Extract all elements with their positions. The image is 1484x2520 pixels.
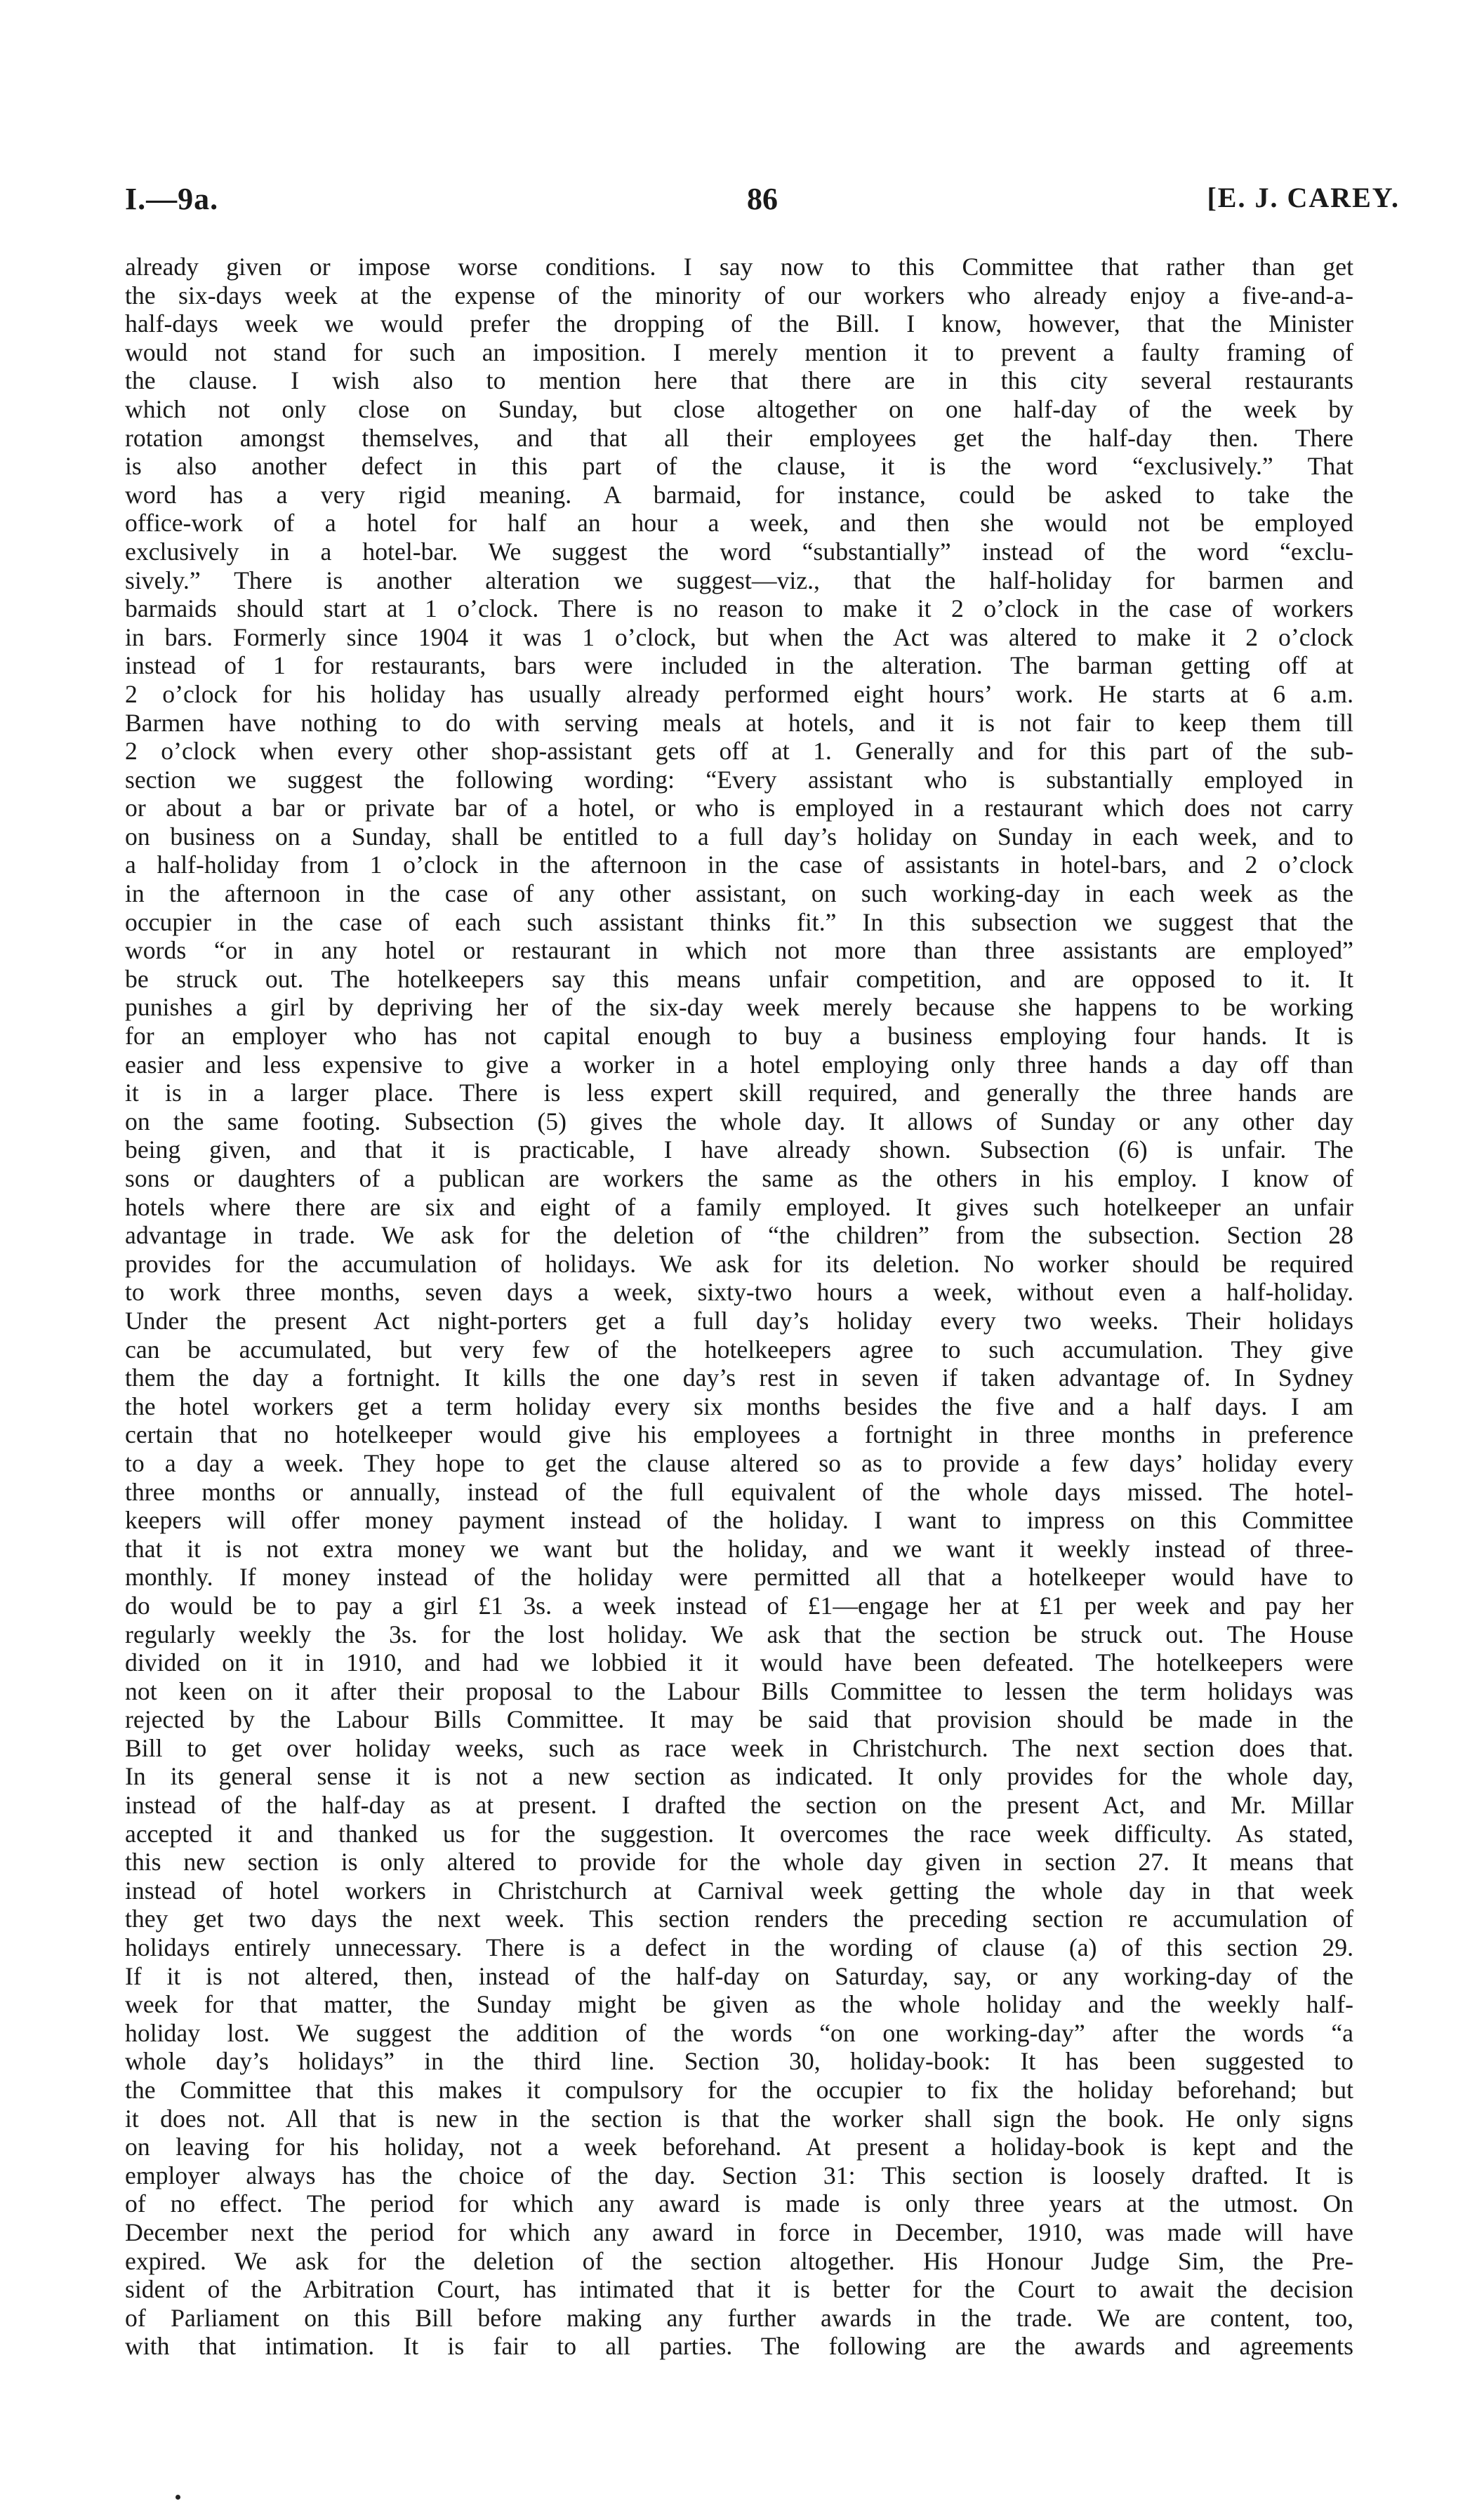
text-line: sons or daughters of a publican are workers the same as the others in his employ. I know of (125, 1164, 1353, 1192)
text-line: on business on a Sunday, shall be entitled to a full day’s holiday on Sunday in each week, and to (125, 822, 1353, 851)
text-line: words “or in any hotel or restaurant in which not more than three assistants are employed” (125, 936, 1353, 965)
text-line: 2 o’clock when every other shop-assistant gets off at 1. Generally and for this part of the sub- (125, 737, 1353, 766)
text-line: on leaving for his holiday, not a week beforehand. At present a holiday-book is kept and the (125, 2133, 1353, 2161)
body-paragraph (125, 253, 1353, 2361)
text-line: exclusively in a hotel-bar. We suggest the word “substantially” instead of the word “exclu- (125, 537, 1353, 566)
text-line: rejected by the Labour Bills Committee. It may be said that provision should be made in the (125, 1705, 1353, 1734)
text-line: can be accumulated, but very few of the hotelkeepers agree to such accumulation. They give (125, 1335, 1353, 1364)
text-line: advantage in trade. We ask for the deletion of “the children” from the subsection. Section 28 (125, 1221, 1353, 1250)
text-line: regularly weekly the 3s. for the lost holiday. We ask that the section be struck out. The House (125, 1620, 1353, 1648)
text-line: the clause. I wish also to mention here that there are in this city several restaurants (125, 366, 1353, 395)
text-line: monthly. If money instead of the holiday were permitted all that a hotelkeeper would have to (125, 1563, 1353, 1592)
text-line: instead of 1 for restaurants, bars were included in the alteration. The barman getting off at (125, 651, 1353, 680)
text-line: punishes a girl by depriving her of the six-day week merely because she happens to be working (125, 993, 1353, 1022)
text-line: in bars. Formerly since 1904 it was 1 o’clock, but when the Act was altered to make it 2 o’clock (125, 622, 1353, 651)
text-line: this new section is only altered to provide for the whole day given in section 27. It means that (125, 1848, 1353, 1876)
page-number: 86 (747, 182, 778, 216)
text-line: In its general sense it is not a new section as indicated. It only provides for the whole day, (125, 1762, 1353, 1791)
text-line: or about a bar or private bar of a hotel, or who is employed in a restaurant which does not carry (125, 794, 1353, 822)
text-line: on the same footing. Subsection (5) gives the whole day. It allows of Sunday or any other day (125, 1107, 1353, 1135)
text-line: occupier in the case of each such assistant thinks fit.” In this subsection we suggest that the (125, 907, 1353, 936)
text-line: half-days week we would prefer the dropping of the Bill. I know, however, that the Minister (125, 309, 1353, 338)
page-header (125, 181, 1400, 223)
text-line: December next the period for which any award in force in December, 1910, was made will have (125, 2218, 1353, 2246)
text-line: 2 o’clock for his holiday has usually already performed eight hours’ work. He starts at 6 a.m. (125, 679, 1353, 708)
text-line: easier and less expensive to give a worker in a hotel employing only three hands a day off than (125, 1050, 1353, 1079)
text-line: being given, and that it is practicable, I have already shown. Subsection (6) is unfair. The (125, 1135, 1353, 1164)
text-line: with that intimation. It is fair to all parties. The following are the awards and agreements (125, 2332, 1353, 2361)
text-line: the hotel workers get a term holiday every six months besides the five and a half days. I am (125, 1392, 1353, 1420)
text-line: Barmen have nothing to do with serving meals at hotels, and it is not fair to keep them till (125, 708, 1353, 737)
text-line: Bill to get over holiday weeks, such as race week in Christchurch. The next section does that. (125, 1733, 1353, 1762)
text-line: sident of the Arbitration Court, has intimated that it is better for the Court to await the decision (125, 2275, 1353, 2304)
text-line: the six-days week at the expense of the minority of our workers who already enjoy a five-and-a- (125, 281, 1353, 309)
text-line: divided on it in 1910, and had we lobbied it it would have been defeated. The hotelkeepers were (125, 1648, 1353, 1677)
text-line: that it is not extra money we want but the holiday, and we want it weekly instead of three- (125, 1534, 1353, 1563)
text-line: employer always has the choice of the day. Section 31: This section is loosely drafted. It is (125, 2161, 1353, 2189)
text-line: already given or impose worse conditions. I say now to this Committee that rather than get (125, 253, 1353, 281)
text-line: not keen on it after their proposal to the Labour Bills Committee to lessen the term holidays was (125, 1676, 1353, 1705)
speaker-name: [E. J. CAREY. (1207, 182, 1400, 213)
text-line: it does not. All that is new in the section is that the worker shall sign the book. He only signs (125, 2104, 1353, 2133)
text-line: the Committee that this makes it compulsory for the occupier to fix the holiday beforehand; but (125, 2076, 1353, 2104)
text-line: holiday lost. We suggest the addition of the words “on one working-day” after the words “a (125, 2018, 1353, 2047)
text-line: to work three months, seven days a week, sixty-two hours a week, without even a half-holiday. (125, 1278, 1353, 1307)
text-line: them the day a fortnight. It kills the one day’s rest in seven if taken advantage of. In Sydney (125, 1364, 1353, 1392)
page-mark (175, 2495, 180, 2500)
text-line: rotation amongst themselves, and that all their employees get the half-day then. There (125, 423, 1353, 452)
text-line: which not only close on Sunday, but close altogether on one half-day of the week by (125, 394, 1353, 423)
text-line: of Parliament on this Bill before making any further awards in the trade. We are content, too, (125, 2303, 1353, 2332)
text-line: be struck out. The hotelkeepers say this means unfair competition, and are opposed to it. It (125, 964, 1353, 993)
text-line: three months or annually, instead of the full equivalent of the whole days missed. The hotel- (125, 1477, 1353, 1506)
text-line: for an employer who has not capital enough to buy a business employing four hands. It is (125, 1022, 1353, 1051)
text-line: whole day’s holidays” in the third line. Section 30, holiday-book: It has been suggested to (125, 2047, 1353, 2076)
text-line: barmaids should start at 1 o’clock. There is no reason to make it 2 o’clock in the case of workers (125, 594, 1353, 623)
text-line: If it is not altered, then, instead of the half-day on Saturday, say, or any working-day of the (125, 1961, 1353, 1990)
text-line: section we suggest the following wording: “Every assistant who is substantially employed in (125, 765, 1353, 794)
text-line: to a day a week. They hope to get the clause altered so as to provide a few days’ holiday every (125, 1448, 1353, 1477)
text-line: certain that no hotelkeeper would give his employees a fortnight in three months in preference (125, 1420, 1353, 1449)
text-line: sively.” There is another alteration we suggest—viz., that the half-holiday for barmen and (125, 566, 1353, 594)
text-line: provides for the accumulation of holidays. We ask for its deletion. No worker should be required (125, 1249, 1353, 1278)
text-line: is also another defect in this part of the clause, it is the word “exclusively.” That (125, 452, 1353, 481)
text-line: do would be to pay a girl £1 3s. a week instead of £1—engage her at £1 per week and pay her (125, 1591, 1353, 1620)
text-line: holidays entirely unnecessary. There is a defect in the wording of clause (a) of this section 29. (125, 1933, 1353, 1962)
text-line: instead of hotel workers in Christchurch at Carnival week getting the whole day in that week (125, 1876, 1353, 1905)
text-line: would not stand for such an imposition. I merely mention it to prevent a faulty framing of (125, 338, 1353, 366)
text-line: Under the present Act night-porters get a full day’s holiday every two weeks. Their holidays (125, 1306, 1353, 1335)
text-line: a half-holiday from 1 o’clock in the afternoon in the case of assistants in hotel-bars, and 2 o’clock (125, 851, 1353, 879)
text-line: week for that matter, the Sunday might be given as the whole holiday and the weekly half- (125, 1990, 1353, 2019)
text-line: word has a very rigid meaning. A barmaid, for instance, could be asked to take the (125, 480, 1353, 509)
text-line: office-work of a hotel for half an hour a week, and then she would not be employed (125, 509, 1353, 538)
text-line: of no effect. The period for which any award is made is only three years at the utmost. On (125, 2189, 1353, 2218)
text-line: in the afternoon in the case of any other assistant, on such working-day in each week as the (125, 879, 1353, 908)
text-line: accepted it and thanked us for the suggestion. It overcomes the race week difficulty. As stated, (125, 1819, 1353, 1848)
text-line: they get two days the next week. This section renders the preceding section re accumulation of (125, 1905, 1353, 1933)
text-line: it is in a larger place. There is less expert skill required, and generally the three hands are (125, 1079, 1353, 1107)
text-line: hotels where there are six and eight of a family employed. It gives such hotelkeeper an unfair (125, 1192, 1353, 1221)
text-line: instead of the half-day as at present. I drafted the section on the present Act, and Mr. Millar (125, 1791, 1353, 1820)
text-line: keepers will offer money payment instead of the holiday. I want to impress on this Committee (125, 1506, 1353, 1535)
text-line: expired. We ask for the deletion of the section altogether. His Honour Judge Sim, the Pre- (125, 2246, 1353, 2275)
report-reference: I.—9a. (125, 182, 219, 216)
